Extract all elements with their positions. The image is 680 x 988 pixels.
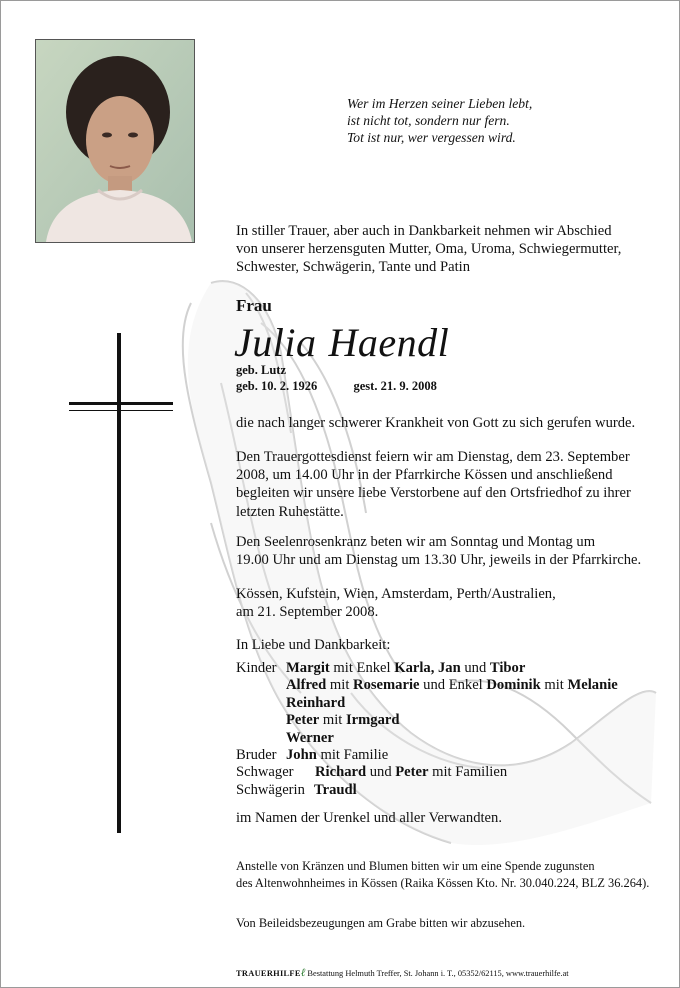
memorial-poem: [347, 95, 532, 146]
condolence-notice: Von Beileidsbezeugungen am Grabe bitten wir abzusehen.: [236, 916, 526, 930]
relatives-names: Reinhard: [286, 694, 346, 711]
relatives-row-kinder: [236, 660, 666, 677]
intro-line: Schwester, Schwägerin, Tante und Patin: [236, 259, 471, 276]
life-dates: [236, 379, 437, 394]
relation-label: Bruder: [236, 747, 277, 764]
urenkel-text: im Namen der Urenkel und aller Verwandten.: [236, 810, 502, 826]
relatives-names: John mit Familie: [286, 747, 389, 764]
death-date: gest. 21. 9. 2008: [353, 379, 437, 393]
relatives-row-schwager: [236, 764, 666, 781]
relatives-names: Alfred mit Rosemarie und Enkel Dominik mit Melanie: [286, 677, 618, 694]
deceased-name: [234, 319, 449, 366]
leaf-icon: ℓ: [300, 967, 306, 979]
intro-line: von unserer herzensguten Mutter, Oma, Uroma, Schwiegermutter,: [236, 241, 622, 258]
relatives-row: [236, 730, 666, 747]
relatives-names: Werner: [286, 729, 334, 746]
relation-label: Schwager: [236, 764, 294, 781]
first-name: Julia: [234, 320, 317, 365]
service-line: begleiten wir unsere liebe Verstorbene auf den Ortsfriedhof zu ihrer: [236, 485, 631, 502]
salutation: Frau: [236, 296, 272, 315]
service-line: Den Trauergottesdienst feiern wir am Dienstag, dem 23. September: [236, 449, 630, 465]
relation-label: Kinder: [236, 660, 277, 676]
relatives-names: Richard und Peter mit Familien: [315, 764, 508, 781]
relatives-row: [236, 712, 666, 729]
birth-name: geb. Lutz: [236, 363, 286, 377]
poem-line: Tot ist nur, wer vergessen wird.: [347, 130, 516, 145]
service-line: letzten Ruhestätte.: [236, 503, 344, 520]
relatives-names: Peter mit Irmgard: [286, 712, 400, 729]
undertaker-details: Bestattung Helmuth Treffer, St. Johann i. T., 05352/62115, www.trauerhilfe.at: [305, 969, 569, 978]
cross-beam: [69, 402, 173, 405]
place-line: Kössen, Kufstein, Wien, Amsterdam, Perth/Australien,: [236, 586, 556, 602]
place-date-text: [236, 585, 556, 621]
rosary-line: Den Seelenrosenkranz beten wir am Sonntag und Montag um: [236, 534, 596, 550]
relatives-row: [236, 695, 666, 712]
last-name: Haendl: [328, 320, 450, 365]
rosary-line: 19.00 Uhr und am Dienstag um 13.30 Uhr, jeweils in der Pfarrkirche.: [236, 552, 642, 569]
undertaker-footer: [236, 967, 569, 979]
undertaker-brand: TRAUERHILFE: [236, 969, 301, 978]
cross-beam-line: [69, 410, 173, 411]
portrait-photo: [35, 39, 195, 243]
service-line: 2008, um 14.00 Uhr in der Pfarrkirche Kössen und anschließend: [236, 467, 613, 484]
poem-line: ist nicht tot, sondern nur fern.: [347, 113, 510, 128]
relatives-names: Traudl: [314, 781, 357, 798]
intro-text: [236, 222, 621, 277]
relation-label: Schwägerin: [236, 781, 305, 798]
relatives-list: [236, 660, 666, 799]
cross-icon: [117, 333, 121, 833]
rosary-text: [236, 533, 641, 569]
relatives-row: [236, 677, 666, 694]
poem-line: Wer im Herzen seiner Lieben lebt,: [347, 96, 533, 111]
relatives-row-schwaegerin: [236, 782, 666, 799]
service-text: [236, 448, 631, 521]
gratitude-text: In Liebe und Dankbarkeit:: [236, 637, 391, 653]
donation-line: Anstelle von Kränzen und Blumen bitten wir um eine Spende zugunsten: [236, 859, 595, 873]
birth-date: geb. 10. 2. 1926: [236, 379, 318, 393]
donation-line: des Altenwohnheimes in Kössen (Raika Kössen Kto. Nr. 30.040.224, BLZ 36.264).: [236, 876, 650, 890]
donation-notice: [236, 858, 649, 892]
called-home-text: die nach langer schwerer Krankheit von Gott zu sich gerufen wurde.: [236, 415, 636, 431]
relatives-names: Margit mit Enkel Karla, Jan und Tibor: [286, 660, 526, 676]
intro-line: In stiller Trauer, aber auch in Dankbarkeit nehmen wir Abschied: [236, 223, 612, 239]
relatives-row-bruder: [236, 747, 666, 764]
date-line: am 21. September 2008.: [236, 604, 379, 621]
